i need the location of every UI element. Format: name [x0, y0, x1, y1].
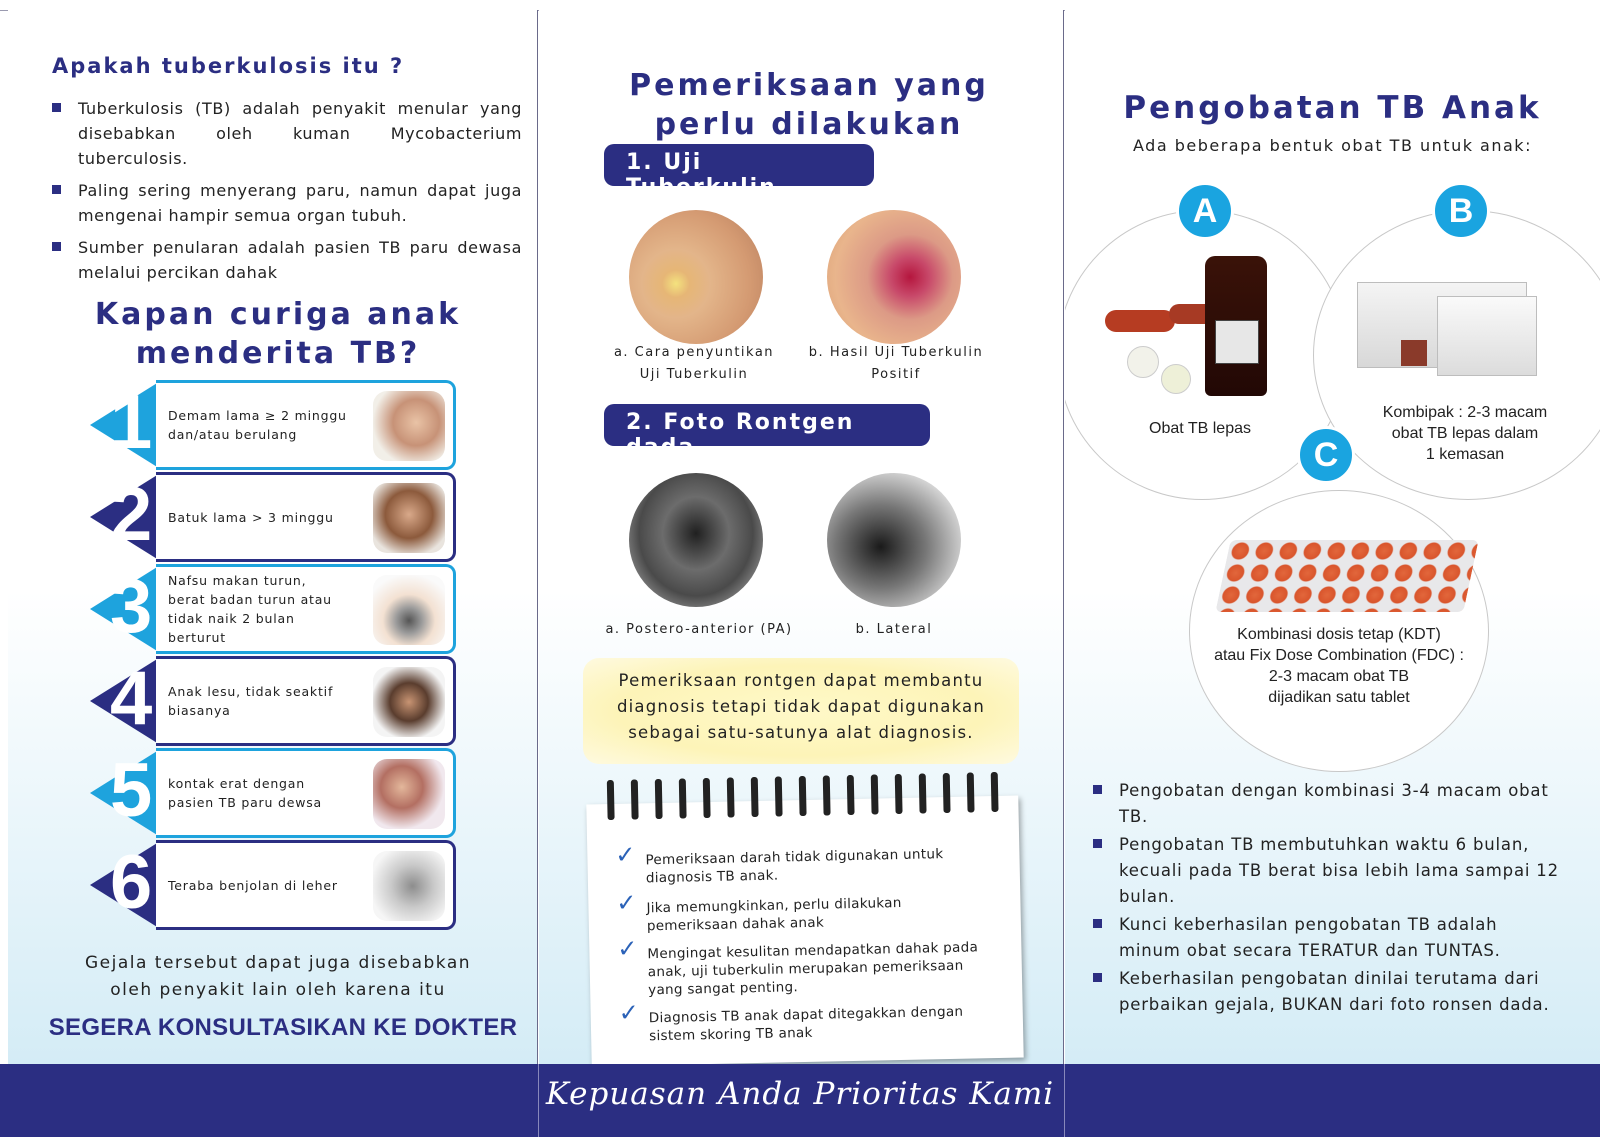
- symptom-text: Anak lesu, tidak seaktif biasanya: [168, 684, 334, 718]
- weight-scale-image: [373, 575, 445, 645]
- loose-drugs-label: Obat TB lepas: [1149, 420, 1251, 437]
- treatment-list: [1093, 778, 1563, 1020]
- kombipak-label: Kombipak : 2-3 macam obat TB lepas dalam 1 kemasan: [1382, 404, 1548, 463]
- checklist-notepad: [586, 796, 1023, 1065]
- bullet-square-icon: [1093, 839, 1102, 848]
- section-heading-xray: 2. Foto Rontgen dada: [604, 404, 930, 446]
- capsule-image: [1105, 310, 1175, 332]
- symptom-text: kontak erat dengan pasien TB paru dewsa: [168, 776, 323, 810]
- exam-title: Pemeriksaan yang perlu dilakukan: [629, 68, 989, 142]
- symptom-number: 5: [110, 748, 153, 833]
- adult-contact-image: [373, 759, 445, 829]
- bullet-square-icon: [1093, 919, 1102, 928]
- check-icon: ✓: [617, 934, 639, 963]
- caption-lateral: b. Lateral: [855, 622, 933, 637]
- symptom-row: [90, 748, 470, 838]
- call-to-action: SEGERA KONSULTASIKAN KE DOKTER: [48, 1014, 518, 1041]
- symptom-text: Nafsu makan turun, berat badan turun atau tidak naik 2 bulan berturut: [168, 573, 332, 645]
- list-item: Tuberkulosis (TB) adalah penyakit menular yang disebabkan oleh kuman Mycobacterium tuberculosis.: [52, 96, 522, 171]
- check-icon: ✓: [615, 840, 637, 869]
- tablet-image: [1161, 364, 1191, 394]
- bottle-label-image: [1215, 320, 1259, 364]
- coughing-child-image: [373, 483, 445, 553]
- list-item: Keberhasilan pengobatan dinilai terutama dari perbaikan gejala, BUKAN dari foto ronsen dada.: [1093, 966, 1563, 1018]
- neck-lump-image: [373, 851, 445, 921]
- list-item: Pengobatan dengan kombinasi 3-4 macam obat TB.: [1093, 778, 1563, 830]
- treatment-subtitle: Ada beberapa bentuk obat TB untuk anak:: [1133, 136, 1532, 155]
- symptom-row: [90, 840, 470, 930]
- bullet-square-icon: [52, 185, 61, 194]
- check-icon: ✓: [618, 998, 640, 1027]
- panel-middle: [539, 10, 1064, 1065]
- list-item: Pengobatan TB membutuhkan waktu 6 bulan, kecuali pada TB berat bisa lebih lama sampai 12 bulan.: [1093, 832, 1563, 910]
- caption-result: b. Hasil Uji Tuberkulin Positif: [808, 345, 984, 382]
- tablet-image: [1127, 346, 1159, 378]
- xray-pa-image: [629, 473, 763, 607]
- kombipak-box-image: [1437, 296, 1537, 376]
- fever-child-image: [373, 391, 445, 461]
- checklist-item: ✓ Pemeriksaan darah tidak digunakan untuk diagnosis TB anak.: [615, 840, 944, 887]
- bullet-square-icon: [52, 103, 61, 112]
- caption-pa: a. Postero-anterior (PA): [605, 622, 793, 637]
- tuberculin-result-image: [827, 210, 961, 344]
- badge-c: C: [1297, 426, 1355, 484]
- badge-b: B: [1432, 182, 1490, 240]
- closing-note: Gejala tersebut dapat juga disebabkan oleh penyakit lain oleh karena itu: [84, 953, 472, 1000]
- blister-pack-image: [1401, 340, 1427, 366]
- xray-note: Pemeriksaan rontgen dapat membantu diagnosis tetapi tidak dapat digunakan sebagai satu-satunya alat diagnosis.: [583, 658, 1019, 764]
- symptom-text: Batuk lama > 3 minggu: [168, 509, 334, 525]
- caption-injection: a. Cara penyuntikan Uji Tuberkulin: [613, 345, 775, 382]
- lethargic-child-image: [373, 667, 445, 737]
- symptoms-title: Kapan curiga anak menderita TB?: [94, 297, 462, 371]
- bullet-square-icon: [1093, 973, 1102, 982]
- symptom-number: 3: [110, 564, 153, 649]
- list-item: Sumber penularan adalah pasien TB paru dewasa melalui percikan dahak: [52, 235, 522, 285]
- badge-a: A: [1176, 182, 1234, 240]
- symptom-number: 4: [110, 656, 153, 741]
- check-icon: ✓: [616, 888, 638, 917]
- list-item: Kunci keberhasilan pengobatan TB adalah minum obat secara TERATUR dan TUNTAS.: [1093, 912, 1563, 964]
- question-heading: Apakah tuberkulosis itu ?: [52, 54, 405, 78]
- bullet-square-icon: [1093, 785, 1102, 794]
- symptom-number: 1: [110, 380, 153, 465]
- spiral-binding-icon: [602, 770, 1013, 825]
- symptom-text: Demam lama ≥ 2 minggu dan/atau berulang: [168, 408, 347, 442]
- symptom-number: 6: [110, 840, 153, 925]
- footer-bar: [0, 1064, 1600, 1137]
- symptom-row: [90, 564, 470, 654]
- panel-right: [1065, 10, 1600, 1065]
- checklist-item: ✓ Diagnosis TB anak dapat ditegakkan dengan sistem skoring TB anak: [618, 998, 964, 1045]
- checklist-item: ✓ Jika memungkinkan, perlu dilakukan pemeriksaan dahak anak: [616, 888, 902, 935]
- symptom-text: Teraba benjolan di leher: [168, 877, 338, 893]
- symptom-row: [90, 472, 470, 562]
- panel-left: [8, 10, 538, 1065]
- section-heading-tuberculin: 1. Uji Tuberkulin: [604, 144, 874, 186]
- treatment-title: Pengobatan TB Anak: [1123, 90, 1542, 126]
- list-item: Paling sering menyerang paru, namun dapat juga mengenai hampir semua organ tubuh.: [52, 178, 522, 228]
- symptom-row: [90, 380, 470, 470]
- kdt-label: Kombinasi dosis tetap (KDT) atau Fix Dose Combination (FDC) : 2-3 macam obat TB dijadikan satu tablet: [1214, 626, 1464, 706]
- xray-lateral-image: [827, 473, 961, 607]
- tuberculin-injection-image: [629, 210, 763, 344]
- symptom-row: [90, 656, 470, 746]
- footer-tagline: Kepuasan Anda Prioritas Kami: [545, 1076, 1055, 1112]
- bullet-square-icon: [52, 242, 61, 251]
- definition-list: [52, 96, 522, 292]
- kdt-blister-image: [1215, 540, 1478, 612]
- symptom-number: 2: [110, 472, 153, 557]
- checklist-item: ✓ Mengingat kesulitan mendapatkan dahak pada anak, uji tuberkulin merupakan pemeriksaan yang sangat penting.: [617, 934, 979, 999]
